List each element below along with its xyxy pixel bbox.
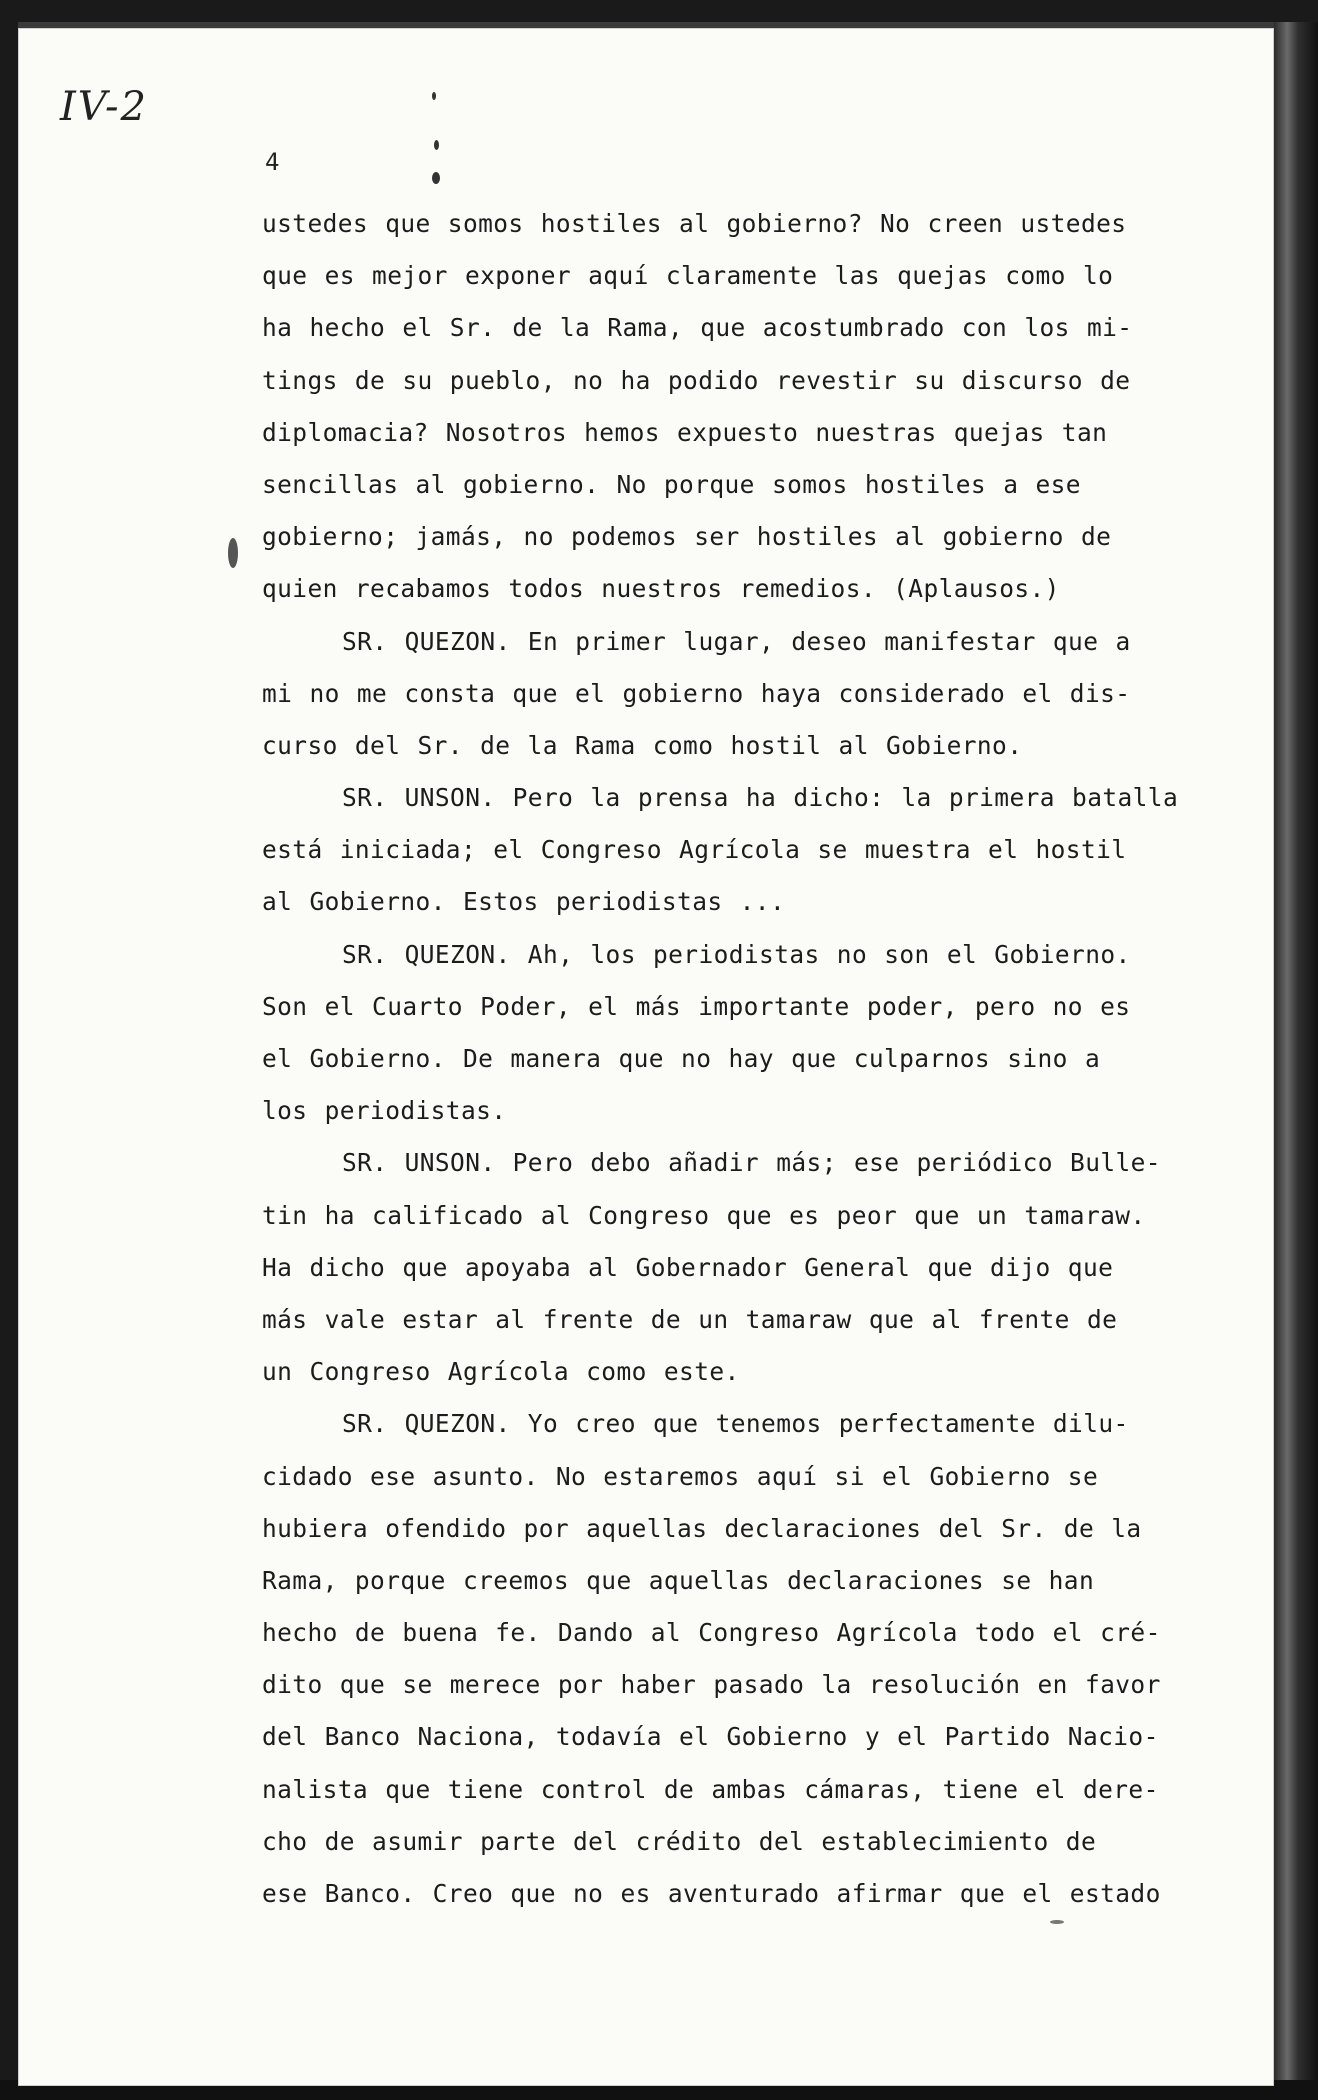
text-line: del Banco Naciona, todavía el Gobierno y el Partido Nacio- <box>262 1722 1159 1752</box>
text-line: curso del Sr. de la Rama como hostil al Gobierno. <box>262 730 1023 760</box>
page-edge-shadow <box>1274 22 1318 2100</box>
text-line: tings de su pueblo, no ha podido revestir su discurso de <box>262 365 1131 395</box>
text-line: diplomacia? Nosotros hemos expuesto nuestras quejas tan <box>262 417 1108 447</box>
ink-speck <box>1050 1920 1064 1924</box>
text-line: mi no me consta que el gobierno haya considerado el dis- <box>262 678 1131 708</box>
text-line: nalista que tiene control de ambas cámaras, tiene el dere- <box>262 1774 1159 1804</box>
text-line: tin ha calificado al Congreso que es peor que un tamaraw. <box>262 1200 1146 1230</box>
speaker-line: SR. UNSON. Pero debo añadir más; ese periódico Bulle- <box>342 1148 1161 1178</box>
text-line: cho de asumir parte del crédito del establecimiento de <box>262 1826 1097 1856</box>
text-line: un Congreso Agrícola como este. <box>262 1357 740 1387</box>
text-line: cidado ese asunto. No estaremos aquí si el Gobierno se <box>262 1461 1099 1491</box>
text-line: hecho de buena fe. Dando al Congreso Agrícola todo el cré- <box>262 1618 1161 1648</box>
ink-speck <box>434 140 439 150</box>
text-line: ustedes que somos hostiles al gobierno? No creen ustedes <box>262 209 1127 238</box>
text-line: más vale estar al frente de un tamaraw que al frente de <box>262 1304 1118 1334</box>
transcript-body <box>262 198 1192 1920</box>
text-line: Ha dicho que apoyaba al Gobernador General que dijo que <box>262 1252 1114 1282</box>
text-line: quien recabamos todos nuestros remedios. (Aplausos.) <box>262 574 1060 604</box>
margin-handwritten-note: IV-2 <box>60 84 148 130</box>
text-line: Son el Cuarto Poder, el más importante poder, pero no es <box>262 991 1131 1021</box>
text-line: el Gobierno. De manera que no hay que culparnos sino a <box>262 1044 1101 1073</box>
speaker-line: SR. QUEZON. Yo creo que tenemos perfectamente dilu- <box>342 1409 1129 1439</box>
text-line: hubiera ofendido por aquellas declaraciones del Sr. de la <box>262 1513 1142 1543</box>
text-line: ese Banco. Creo que no es aventurado afirmar que el estado <box>262 1879 1161 1908</box>
text-line: los periodistas. <box>262 1096 507 1126</box>
text-line: sencillas al gobierno. No porque somos hostiles a ese <box>262 469 1081 499</box>
ink-speck <box>228 538 238 568</box>
text-line: ha hecho el Sr. de la Rama, que acostumbrado con los mi- <box>262 313 1133 343</box>
page-number: 4 <box>265 148 280 176</box>
text-line: Rama, porque creemos que aquellas declaraciones se han <box>262 1565 1095 1595</box>
text-line: dito que se merece por haber pasado la resolución en favor <box>262 1670 1161 1700</box>
text-line: gobierno; jamás, no podemos ser hostiles al gobierno de <box>262 522 1112 552</box>
speaker-line: SR. UNSON. Pero la prensa ha dicho: la primera batalla <box>342 783 1179 813</box>
speaker-line: SR. QUEZON. Ah, los periodistas no son el Gobierno. <box>342 939 1131 969</box>
text-line: al Gobierno. Estos periodistas ... <box>262 887 786 917</box>
ink-speck <box>432 172 440 184</box>
text-line: que es mejor exponer aquí claramente las quejas como lo <box>262 261 1114 291</box>
speaker-line: SR. QUEZON. En primer lugar, deseo manifestar que a <box>342 626 1131 656</box>
ink-speck <box>432 92 436 100</box>
text-line: está iniciada; el Congreso Agrícola se muestra el hostil <box>262 835 1127 865</box>
